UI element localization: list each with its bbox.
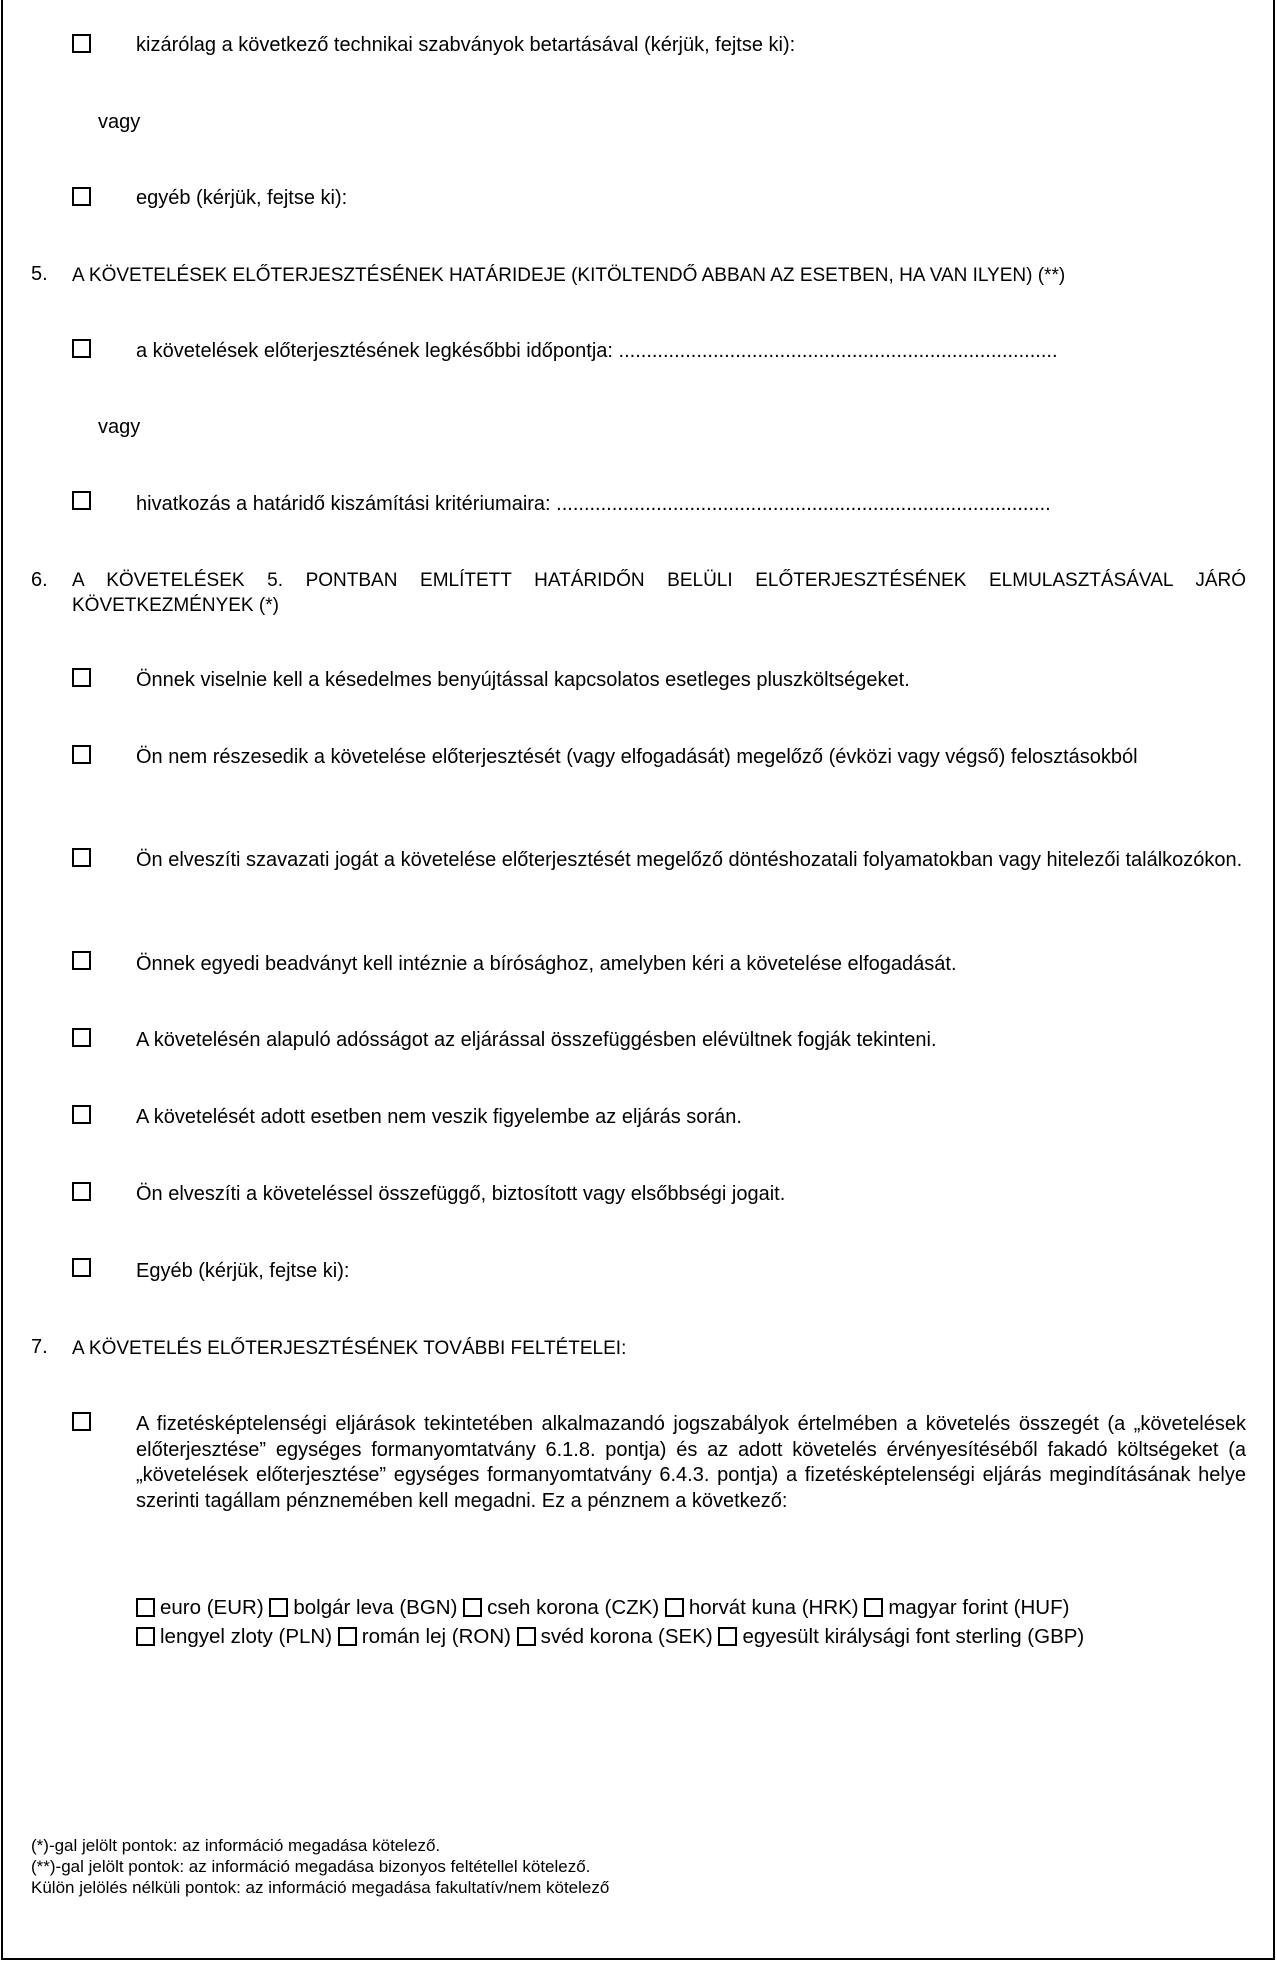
currency-condition-checkbox[interactable] [72,1412,91,1431]
section-6-number: 6. [31,569,48,591]
latest-deadline-label: a követelések előterjesztésének legkésőbbi időpontja: ............................................................................... [136,340,1058,362]
time-barred-label: A követelésén alapuló adósságot az eljárással összefüggésben elévültnek fogják tekinteni. [136,1029,937,1051]
technical-standards-checkbox[interactable] [72,34,91,53]
other-option-checkbox[interactable] [72,187,91,206]
or-label-2: vagy [98,416,141,438]
footnote-optional: Külön jelölés nélküli pontok: az információ megadása fakultatív/nem kötelező [31,1878,610,1897]
other-option-label: egyéb (kérjük, fejtse ki): [136,187,348,209]
currency-bgn-label: bolgár leva (BGN) [293,1596,458,1619]
footnote-mandatory: (*)-gal jelölt pontok: az információ megadása kötelező. [31,1836,441,1855]
currency-czk-label: cseh korona (CZK) [487,1596,660,1619]
section-5-heading: A KÖVETELÉSEK ELŐTERJESZTÉSÉNEK HATÁRIDEJE (KITÖLTENDŐ ABBAN AZ ESETBEN, HA VAN ILYEN) (**) [72,265,1066,286]
other-consequence-label: Egyéb (kérjük, fejtse ki): [136,1260,350,1282]
currency-pln-label: lengyel zloty (PLN) [160,1625,333,1648]
court-submission-checkbox[interactable] [72,951,91,970]
deadline-criteria-checkbox[interactable] [72,491,91,510]
latest-deadline-checkbox[interactable] [72,339,91,358]
priority-rights-checkbox[interactable] [72,1182,91,1201]
currency-huf-label: magyar forint (HUF) [888,1596,1070,1619]
not-considered-label: A követelését adott esetben nem veszik figyelembe az eljárás során. [136,1106,742,1128]
or-label: vagy [98,111,141,133]
currency-ron-checkbox[interactable] [338,1627,357,1646]
currency-czk-checkbox[interactable] [463,1598,482,1617]
currency-bgn-checkbox[interactable] [269,1598,288,1617]
currency-sek-label: svéd korona (SEK) [540,1625,713,1648]
currency-gbp-checkbox[interactable] [718,1627,737,1646]
court-submission-label: Önnek egyedi beadványt kell intéznie a bírósághoz, amelyben kéri a követelése elfogadását. [136,953,957,975]
currency-hrk-checkbox[interactable] [665,1598,684,1617]
not-considered-checkbox[interactable] [72,1105,91,1124]
currency-eur-label: euro (EUR) [160,1596,264,1619]
currency-condition-label: A fizetésképtelenségi eljárások tekintetében alkalmazandó jogszabályok értelmében a követelés összegét (a „követelések előterjesztése” egységes formanyomtatvány 6.1.8. pontja) és az adott követelés érvényesítéséből fakadó költségeket (a „követelések előterjesztése” egységes formanyomtatvány 6.4.3. pontja) a fizetésképtelenségi eljárás megindításának helye szerinti tagállam pénznemében kell megadni. Ez a pénznem a következő: [136,1413,1246,1512]
currency-pln-checkbox[interactable] [136,1627,155,1646]
no-distribution-checkbox[interactable] [72,745,91,764]
section-6-heading: A KÖVETELÉSEK 5. PONTBAN EMLÍTETT HATÁRIDŐN BELÜLI ELŐTERJESZTÉSÉNEK ELMULASZTÁSÁVAL JÁRÓ KÖVETKEZMÉNYEK (*) [72,570,1246,616]
section-7-number: 7. [31,1336,48,1358]
currency-hrk-label: horvát kuna (HRK) [688,1596,859,1619]
time-barred-checkbox[interactable] [72,1028,91,1047]
currency-row-1 [136,1594,1069,1622]
no-distribution-label: Ön nem részesedik a követelése előterjesztését (vagy elfogadását) megelőző (évközi vagy végső) felosztásokból [136,746,1138,768]
currency-gbp-label: egyesült királysági font sterling (GBP) [742,1625,1085,1648]
extra-costs-label: Önnek viselnie kell a késedelmes benyújtással kapcsolatos esetleges pluszköltségeket. [136,669,910,691]
voting-rights-label: Ön elveszíti szavazati jogát a követelése előterjesztését megelőző döntéshozatali folyamatokban vagy hitelezői találkozókon. [136,849,1243,871]
extra-costs-checkbox[interactable] [72,668,91,687]
section-5-number: 5. [31,263,48,285]
technical-standards-label: kizárólag a következő technikai szabványok betartásával (kérjük, fejtse ki): [136,34,796,56]
deadline-criteria-label: hivatkozás a határidő kiszámítási kritériumaira: ......................................................................................... [136,493,1051,515]
other-consequence-checkbox[interactable] [72,1258,91,1277]
footnote-conditional: (**)-gal jelölt pontok: az információ megadása bizonyos feltétellel kötelező. [31,1857,591,1876]
currency-sek-checkbox[interactable] [517,1627,536,1646]
form-frame [1,0,1275,1960]
currency-huf-checkbox[interactable] [864,1598,883,1617]
currency-eur-checkbox[interactable] [136,1598,155,1617]
currency-row-2 [136,1623,1084,1651]
section-7-heading: A KÖVETELÉS ELŐTERJESZTÉSÉNEK TOVÁBBI FELTÉTELEI: [72,1338,627,1359]
voting-rights-checkbox[interactable] [72,848,91,867]
currency-ron-label: román lej (RON) [361,1625,511,1648]
priority-rights-label: Ön elveszíti a követeléssel összefüggő, biztosított vagy elsőbbségi jogait. [136,1183,786,1205]
